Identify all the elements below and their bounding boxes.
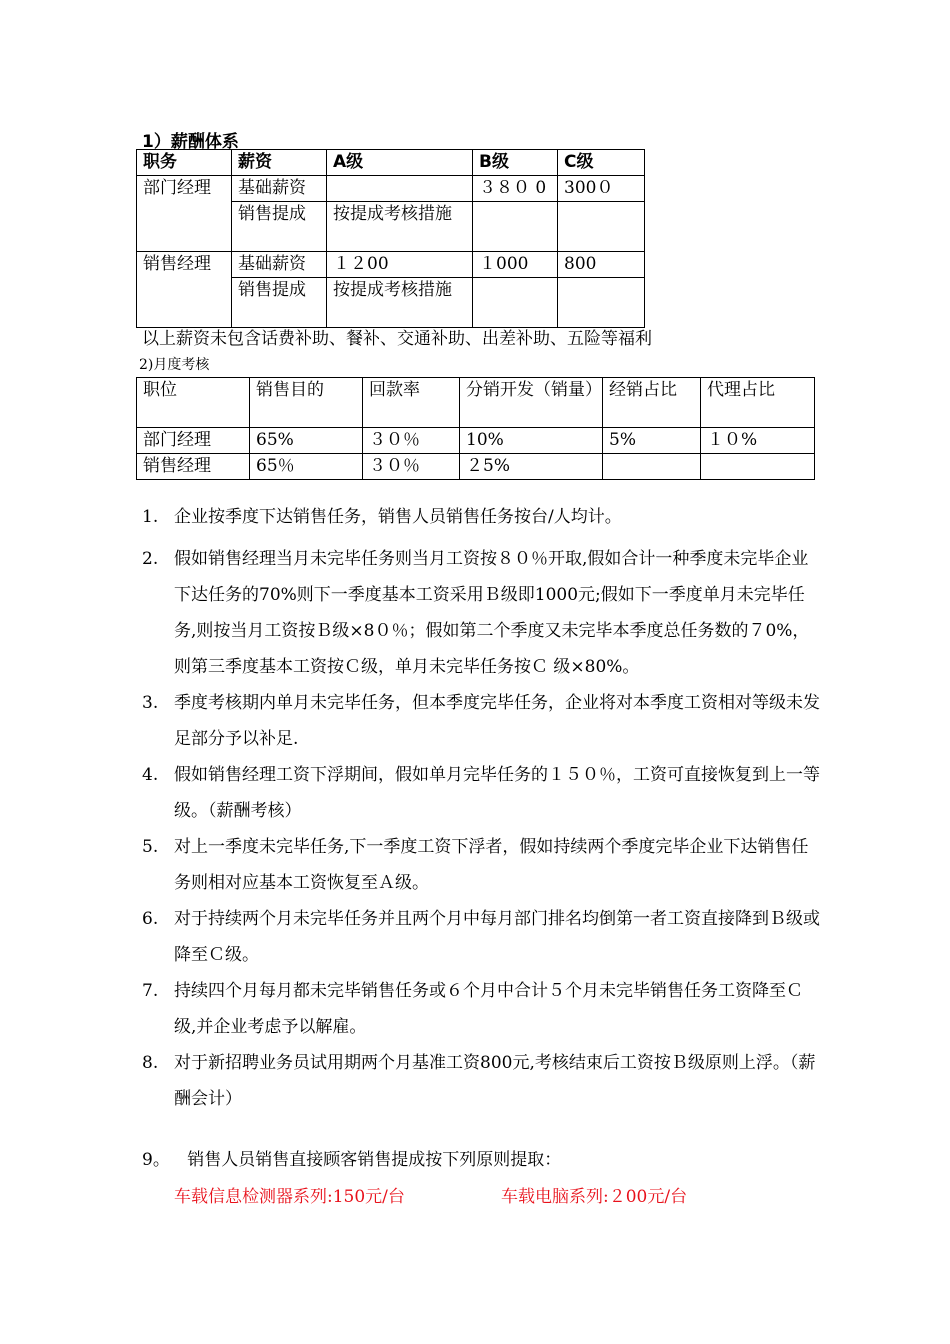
header-cell: 代理占比: [701, 378, 815, 428]
header-cell: 分销开发（销量）: [460, 378, 603, 428]
list-item: [142, 901, 822, 973]
list-item: [142, 757, 822, 829]
table-cell: [701, 454, 815, 480]
grade-b-cell: ３８０ 0: [473, 176, 558, 202]
table-cell: ３０％: [363, 454, 460, 480]
position-cell: 部门经理: [137, 176, 232, 252]
grade-c-cell: [558, 202, 645, 252]
table-row: [137, 428, 815, 454]
rule-9: [142, 1148, 561, 1173]
salary-note: 以上薪资未包含话费补助、餐补、交通补助、出差补助、五险等福利: [142, 329, 652, 349]
grade-c-cell: 800: [558, 252, 645, 278]
header-cell: 职位: [137, 378, 250, 428]
list-text: 销售人员销售直接顾客销售提成按下列原则提取：: [187, 1150, 562, 1170]
header-cell: C级: [558, 150, 645, 176]
monthly-section-title: 2)月度考核: [139, 357, 210, 373]
grade-b-cell: [473, 202, 558, 252]
header-cell: B级: [473, 150, 558, 176]
table-cell: [603, 454, 701, 480]
list-number: 2.: [142, 549, 159, 569]
list-number: 1.: [142, 507, 159, 527]
list-item: [142, 685, 822, 757]
header-cell: 薪资: [232, 150, 327, 176]
position-cell: 销售经理: [137, 252, 232, 328]
list-number: 8.: [142, 1053, 159, 1073]
table-cell: ２5%: [460, 454, 603, 480]
table-cell: 销售经理: [137, 454, 250, 480]
salary-type-cell: 基础薪资: [232, 252, 327, 278]
grade-b-cell: １000: [473, 252, 558, 278]
header-cell: 销售目的: [250, 378, 363, 428]
salary-table: [136, 149, 645, 328]
list-text: 季度考核期内单月未完毕任务，但本季度完毕任务，企业将对本季度工资相对等级未发足部分予以补足.: [174, 693, 820, 749]
grade-a-cell: 按提成考核措施: [327, 278, 473, 328]
header-cell: A级: [327, 150, 473, 176]
header-cell: 经销占比: [603, 378, 701, 428]
monthly-assessment-table: [136, 377, 815, 480]
list-number: 4.: [142, 765, 159, 785]
table-cell: 部门经理: [137, 428, 250, 454]
list-item: [142, 505, 822, 530]
list-number: 7.: [142, 981, 159, 1001]
table-row: [137, 252, 645, 278]
list-text: 持续四个月每月都未完毕销售任务或６个月中合计５个月未完毕销售任务工资降至Ｃ级,并企业考虑予以解雇。: [174, 981, 803, 1037]
table-row: [137, 454, 815, 480]
list-text: 对于新招聘业务员试用期两个月基准工资800元,考核结束后工资按Ｂ级原则上浮。（薪酬会计）: [174, 1053, 816, 1109]
salary-section-title: 1）薪酬体系: [142, 132, 239, 152]
grade-a-cell: [327, 176, 473, 202]
grade-b-cell: [473, 278, 558, 328]
salary-type-cell: 销售提成: [232, 202, 327, 252]
grade-a-cell: 按提成考核措施: [327, 202, 473, 252]
table-cell: 10%: [460, 428, 603, 454]
list-item: [142, 541, 822, 685]
salary-type-cell: 基础薪资: [232, 176, 327, 202]
grade-c-cell: [558, 278, 645, 328]
list-text: 企业按季度下达销售任务，销售人员销售任务按台/人均计。: [174, 507, 622, 527]
table-cell: １０%: [701, 428, 815, 454]
list-number: 5.: [142, 837, 159, 857]
table-header-row: [137, 378, 815, 428]
table-cell: 65％: [250, 454, 363, 480]
list-item: [142, 973, 822, 1045]
header-cell: 职务: [137, 150, 232, 176]
rules-list: [142, 505, 822, 1117]
list-number: 6.: [142, 909, 159, 929]
list-number: 9。: [142, 1150, 170, 1170]
commission-detector: 车载信息检测器系列:150元/台: [174, 1187, 405, 1207]
table-header-row: [137, 150, 645, 176]
list-item: [142, 1045, 822, 1117]
table-cell: 65%: [250, 428, 363, 454]
list-text: 假如销售经理当月未完毕任务则当月工资按８０％开取,假如合计一种季度未完毕企业下达任务的70%则下一季度基本工资采用Ｂ级即1000元;假如下一季度单月未完毕任务,则按当月工资按Ｂ级×8０％；假如第二个季度又未完毕本季度总任务数的７0%，则第三季度基本工资按Ｃ级，单月未完毕任务按Ｃ 级×80%。: [174, 549, 810, 677]
header-cell: 回款率: [363, 378, 460, 428]
table-row: [137, 176, 645, 202]
list-text: 对于持续两个月未完毕任务并且两个月中每月部门排名均倒第一者工资直接降到Ｂ级或降至Ｃ级。: [174, 909, 820, 965]
commission-car-computer: 车载电脑系列:２00元/台: [501, 1187, 688, 1207]
table-cell: 5%: [603, 428, 701, 454]
salary-type-cell: 销售提成: [232, 278, 327, 328]
grade-a-cell: １２00: [327, 252, 473, 278]
list-text: 假如销售经理工资下浮期间，假如单月完毕任务的１５０％，工资可直接恢复到上一等级。（薪酬考核）: [174, 765, 820, 821]
list-text: 对上一季度未完毕任务,下一季度工资下浮者，假如持续两个季度完毕企业下达销售任务则相对应基本工资恢复至Ａ级。: [174, 837, 809, 893]
list-number: 3.: [142, 693, 159, 713]
table-cell: ３０％: [363, 428, 460, 454]
grade-c-cell: 300０: [558, 176, 645, 202]
list-item: [142, 829, 822, 901]
